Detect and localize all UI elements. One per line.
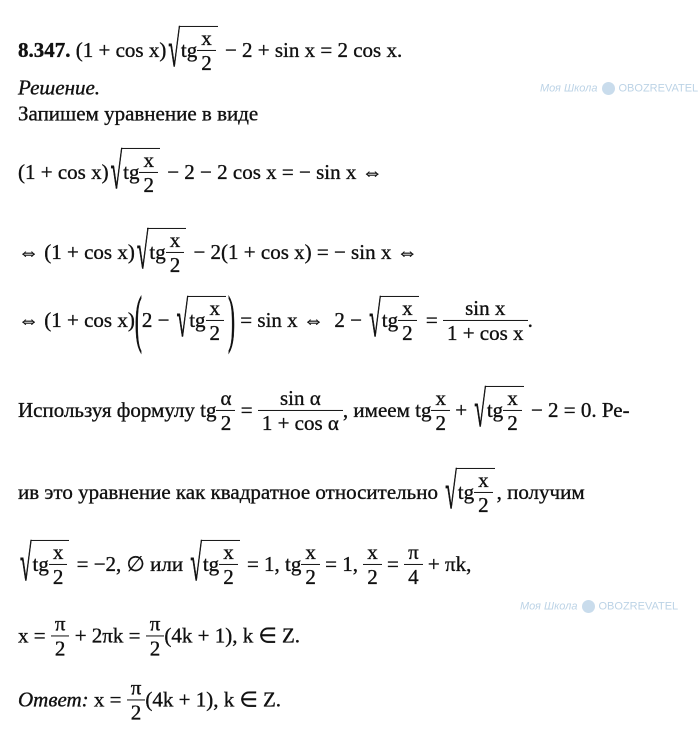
- radical-sign-icon: √: [369, 290, 381, 348]
- italic-label: Решение.: [18, 75, 101, 100]
- math-text: tg: [32, 552, 49, 576]
- radical-sign-icon: √: [190, 534, 202, 592]
- denominator: [474, 492, 493, 516]
- solution-line: [18, 612, 300, 659]
- math-text: tg: [486, 398, 504, 422]
- fraction: [445, 296, 526, 343]
- numerator: [221, 541, 236, 564]
- watermark-brand: Моя Школа: [540, 82, 598, 95]
- denominator: [431, 410, 450, 434]
- watermark-brand: Моя Школа: [520, 600, 578, 613]
- math-text: 2 −: [141, 307, 175, 332]
- numerator: [51, 541, 66, 564]
- fraction: [51, 541, 66, 588]
- denominator: [404, 564, 423, 588]
- intro-text: [18, 102, 258, 127]
- math-text: (4k + 1), k ∈ Z.: [145, 687, 282, 712]
- math-text: .: [527, 307, 533, 332]
- radicand: [380, 296, 419, 344]
- math-text: ⇔ (1 + cos x): [18, 307, 135, 332]
- math-text: =: [420, 307, 443, 332]
- math-text: x: [201, 25, 212, 50]
- numerator: [218, 386, 233, 409]
- numerator: [365, 540, 380, 563]
- math-text: − 2(1 + cos x) = − sin x ⇔: [188, 239, 418, 264]
- math-text: 2: [478, 493, 489, 517]
- math-text: 2: [435, 410, 446, 435]
- numerator: [208, 297, 223, 320]
- denominator: [197, 50, 216, 74]
- watermark-partner: OBOZREVATEL: [618, 82, 698, 95]
- square-root: [110, 142, 160, 200]
- math-text: 2: [507, 411, 518, 435]
- square-root: [168, 19, 217, 78]
- fraction: [221, 541, 236, 588]
- math-text: 2: [209, 321, 221, 345]
- radical-sign-icon: √: [176, 290, 189, 348]
- math-text: Запишем уравнение в виде: [18, 101, 259, 126]
- denominator: [49, 564, 68, 588]
- watermark: [520, 600, 678, 613]
- italic-label: Ответ:: [18, 687, 89, 712]
- radicand: [31, 540, 70, 588]
- fraction: [365, 540, 380, 587]
- math-text: (1 + cos x): [18, 159, 109, 184]
- square-root: [369, 290, 418, 348]
- math-text: =: [381, 551, 405, 576]
- fraction: [406, 540, 421, 587]
- math-text: =: [235, 397, 258, 422]
- obozrevatel-logo-icon: [582, 600, 595, 613]
- watermark-partner: OBOZREVATEL: [598, 600, 679, 613]
- formula-line: [18, 380, 630, 438]
- radical-sign-icon: √: [20, 534, 32, 592]
- answer-line: [18, 676, 281, 723]
- radicand: [187, 296, 226, 344]
- fraction: [260, 386, 341, 433]
- denominator: [301, 564, 320, 588]
- math-text: 1 + cos α: [261, 410, 339, 435]
- radicand: [485, 386, 524, 434]
- numerator: [406, 540, 421, 563]
- radical-sign-icon: √: [168, 19, 180, 78]
- math-text: 2: [149, 636, 161, 661]
- math-text: x: [367, 539, 378, 564]
- square-root: [20, 534, 69, 592]
- radical-sign-icon: √: [474, 380, 486, 438]
- problem-statement: [18, 19, 403, 78]
- denominator: [139, 172, 158, 196]
- square-root: [176, 290, 226, 348]
- right-paren: ): [228, 282, 236, 355]
- denominator: [443, 320, 528, 344]
- math-text: x: [507, 385, 518, 410]
- math-text: 2: [223, 565, 234, 589]
- math-text: sin α: [279, 385, 321, 410]
- denominator: [398, 320, 417, 344]
- math-text: 2: [367, 564, 378, 589]
- numerator: [148, 612, 163, 635]
- radicand: [456, 468, 495, 516]
- fraction: [505, 387, 520, 434]
- fraction: [199, 27, 214, 74]
- fraction: [433, 386, 448, 433]
- step-3: [18, 282, 533, 355]
- math-text: +: [449, 397, 473, 422]
- math-text: 2: [305, 564, 316, 589]
- fraction: [218, 386, 233, 433]
- fraction: [303, 540, 318, 587]
- numerator: [463, 296, 507, 319]
- obozrevatel-logo-icon: [602, 82, 615, 95]
- math-text: 4: [408, 564, 419, 589]
- math-text: 2: [402, 321, 413, 345]
- math-text: tg: [123, 160, 140, 184]
- math-text: 2: [143, 173, 154, 197]
- numerator: [129, 676, 144, 699]
- math-text: x: [305, 539, 316, 564]
- denominator: [258, 410, 343, 434]
- parenthesized-group: [134, 282, 236, 355]
- denominator: [503, 410, 522, 434]
- radicand: [179, 26, 218, 74]
- fraction: [129, 676, 144, 723]
- step-1: [18, 142, 383, 200]
- left-paren: (: [134, 282, 142, 355]
- math-text: tg: [457, 480, 475, 504]
- math-text: , имеем tg: [342, 397, 432, 422]
- math-text: 2: [201, 51, 212, 75]
- math-text: π: [130, 675, 142, 700]
- math-text: ⇔ (1 + cos x): [18, 239, 135, 264]
- numerator: [141, 149, 156, 172]
- math-text: x: [435, 385, 446, 410]
- square-root: [445, 462, 494, 520]
- fraction: [168, 229, 183, 276]
- math-text: 2: [169, 253, 181, 277]
- math-text: x: [402, 295, 413, 320]
- math-text: + πk,: [422, 551, 472, 576]
- fraction: [148, 612, 163, 659]
- square-root: [136, 222, 186, 280]
- math-text: π: [54, 611, 66, 636]
- math-text: − 2 + sin x = 2 cos x.: [219, 37, 403, 62]
- radicand: [201, 540, 240, 588]
- square-root: [474, 380, 523, 438]
- denominator: [206, 320, 225, 344]
- math-text: x: [223, 539, 234, 564]
- quadratic-line: [18, 462, 585, 520]
- math-text: x: [209, 295, 221, 320]
- math-text: tg: [381, 308, 399, 332]
- math-text: x: [478, 467, 489, 492]
- math-text: = −2, ∅ или: [71, 551, 189, 576]
- math-text: x: [52, 539, 64, 564]
- math-text: tg: [202, 552, 220, 576]
- math-text: 1 + cos x: [446, 320, 524, 345]
- radical-sign-icon: √: [110, 142, 123, 200]
- numerator: [303, 540, 318, 563]
- math-text: π: [408, 539, 419, 564]
- fraction: [53, 612, 68, 659]
- radicand: [147, 228, 186, 276]
- math-text: = 1, tg: [241, 551, 302, 576]
- numerator: [505, 387, 520, 410]
- roots-line: [18, 534, 472, 592]
- math-text: π: [149, 611, 161, 636]
- numerator: [400, 297, 415, 320]
- math-text: Используя формулу tg: [18, 397, 217, 422]
- denominator: [363, 564, 382, 588]
- step-2: [18, 222, 418, 280]
- numerator: [168, 229, 183, 252]
- math-text: tg: [189, 308, 206, 332]
- denominator: [219, 564, 238, 588]
- numerator: [278, 386, 323, 409]
- math-text: sin x: [465, 295, 506, 320]
- math-text: x: [169, 227, 181, 252]
- denominator: [216, 410, 235, 434]
- math-text: tg: [180, 38, 198, 62]
- fraction: [208, 297, 223, 344]
- math-text: , получим: [496, 479, 585, 504]
- numerator: [476, 469, 491, 492]
- math-text: + 2πk =: [69, 623, 146, 648]
- denominator: [51, 636, 70, 660]
- denominator: [146, 636, 165, 660]
- denominator: [127, 700, 146, 724]
- math-text: = sin x ⇔ 2 −: [235, 307, 368, 332]
- math-text: = 1,: [319, 551, 364, 576]
- math-text: tg: [149, 240, 166, 264]
- math-text: − 2 = 0. Ре-: [525, 397, 630, 422]
- problem-number: 8.347.: [18, 37, 71, 62]
- math-text: 2: [52, 565, 64, 589]
- math-text: 2: [54, 636, 66, 661]
- math-text: x =: [18, 623, 51, 648]
- math-text: x =: [88, 687, 127, 712]
- fraction: [476, 469, 491, 516]
- fraction: [141, 149, 156, 196]
- watermark: [540, 82, 698, 95]
- math-text: − 2 − 2 cos x = − sin x ⇔: [161, 159, 383, 184]
- solution-heading: [18, 76, 100, 101]
- math-text: α: [220, 385, 232, 410]
- math-text: (4k + 1), k ∈ Z.: [164, 623, 301, 648]
- numerator: [199, 27, 214, 50]
- fraction: [400, 297, 415, 344]
- radicand: [121, 148, 160, 196]
- math-text: 2: [130, 700, 142, 725]
- math-text: 2: [220, 410, 232, 435]
- square-root: [190, 534, 239, 592]
- radical-sign-icon: √: [136, 222, 149, 280]
- math-text: x: [143, 147, 154, 172]
- denominator: [166, 252, 185, 276]
- numerator: [433, 386, 448, 409]
- math-text: ив это уравнение как квадратное относительно: [18, 479, 444, 504]
- radical-sign-icon: √: [445, 462, 457, 520]
- math-text: (1 + cos x): [70, 37, 167, 62]
- numerator: [53, 612, 68, 635]
